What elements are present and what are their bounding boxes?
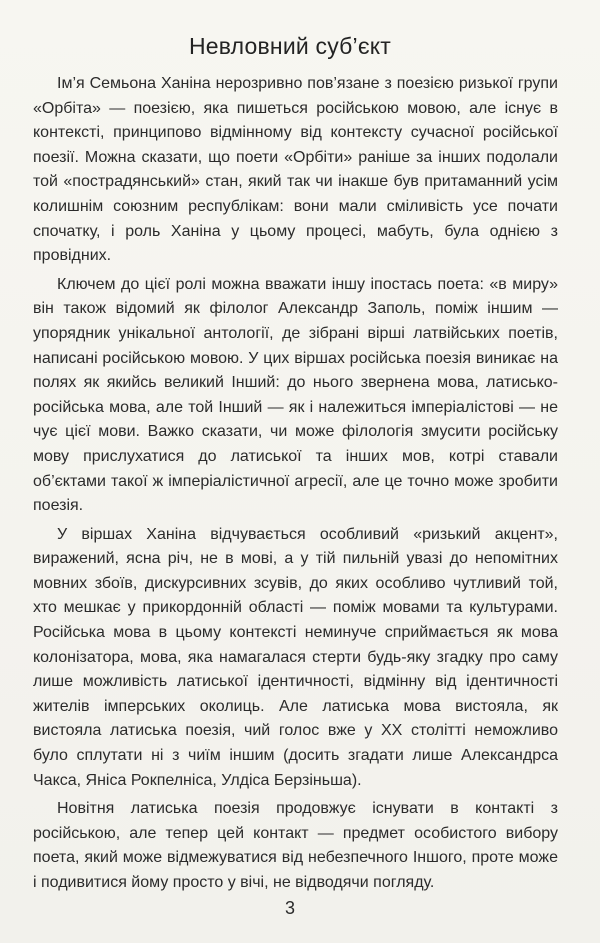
paragraph-3: У віршах Ханіна відчувається особливий «ризький акцент», виражений, ясна річ, не в мові, а у тій пильній увазі до непомітних мовних збоїв, дискурсивних зсувів, до яких особливо чутливий той, хто мешкає у прикордонній області — поміж мовами та культурами. Російська мова в цьому контексті неминуче сприймається як мова колонізатора, мова, яка намагалася стерти будь-яку згадку про саму лише можливість латиської ідентичності, відмінну від ідентичності жителів імперських околиць. Але латиська мова вистояла, як вистояла латиська поезія, чий голос вже у XX столітті неможливо було сплутати ні з чиїм іншим (досить згадати лише Александрса Чакса, Яніса Рокпелніса, Улдіса Берзіньша). [33,525,558,789]
page-title: Невловний суб’єкт [188,33,392,59]
paragraph-2: Ключем до цієї ролі можна вважати іншу іпостась поета: «в миру» він також відомий як філолог Александр Заполь, поміж іншим — упорядник унікальної антології, де зібрані вірші латвійських поетів, написані російською мовою. У цих віршах російська поезія виникає на полях як якийсь великий Інший: до нього звернена мова, латисько-російська мова, але той Інший — як і належиться імперіалістові — не чує цієї мови. Важко сказати, чи може філологія змусити російську мову прислухатися до латиської та інших мов, котрі ставали об’єктами такої ж імперіалістичної агресії, але це точно може зробити поезія. [33,275,558,515]
paragraph-4: Новітня латиська поезія продовжує існувати в контакті з російською, але тепер цей контакт — предмет особистого вибору поета, який може відмежуватися від небезпечного Іншого, проте може і подивитися йому просто у вічі, не відводячи погляду. [33,800,558,891]
paragraph-1: Ім’я Семьона Ханіна нерозривно пов’язане з поезією ризької групи «Орбіта» — поезією, яка пишеться російською мовою, але існує в контексті, принципово відмінному від контексту сучасної російської поезії. Можна сказати, що поети «Орбіти» раніше за інших подолали той «пострадянський» стан, який так чи інакше був притаманний усім колишнім союзним республікам: вони мали сміливість усе почати спочатку, і роль Ханіна у цьому процесі, мабуть, була однією з провідних. [33,75,558,265]
text-body [33,72,558,896]
page-number: 3 [284,898,295,918]
